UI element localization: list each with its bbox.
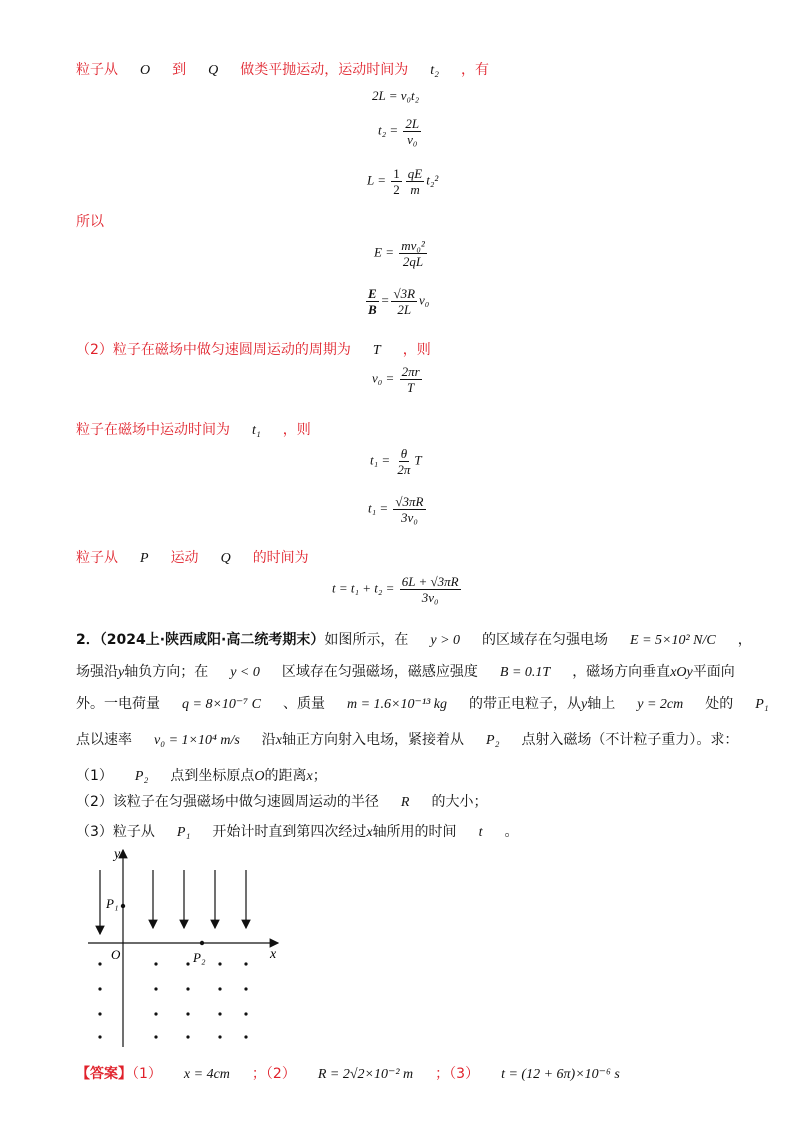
answer-2: R = 2√2×10⁻² m bbox=[317, 1067, 414, 1082]
solution-line-2: 所以 bbox=[76, 214, 104, 230]
equation-4: E = $\frac{\text{mv₀²}}{2qL}$ bbox=[374, 238, 425, 269]
question-1: （1） P₂ 点到坐标原点O的距离x； bbox=[76, 768, 327, 784]
field-diagram bbox=[80, 842, 290, 1052]
equation-6: v₀ = $\frac{2\pi r}{T}$ bbox=[372, 364, 420, 395]
equation-7: t₁ = $\frac{\theta}{2\pi}$ T bbox=[370, 446, 422, 477]
answer-tag: 【答案】 bbox=[76, 1066, 132, 1082]
equation-8: t₁ = $\frac{√3\pi R}{\text{3v₀}}$ bbox=[368, 494, 424, 525]
magnetic-field-dots bbox=[98, 962, 247, 1038]
problem-line-2: 场强沿y轴负方向；在 y < 0 区域存在匀强磁场，磁感应强度 B = 0.1T ，磁场方向垂直xOy平面向 bbox=[76, 664, 735, 680]
x-axis-label: x bbox=[270, 947, 277, 962]
solution-line-3: （2）粒子在磁场中做匀速圆周运动的周期为 T ，则 bbox=[76, 342, 431, 358]
answer-3: t = (12 + 6π)×10⁻⁶ s bbox=[501, 1067, 620, 1082]
point-p1 bbox=[121, 904, 125, 908]
point-p2-label: P₂ bbox=[193, 950, 206, 965]
equation-9: t = t₁ + t₂ = $\frac{6L + √3\pi R}{\text{3v₀}}$ bbox=[332, 574, 459, 605]
answer-line: 【答案】（1） x = 4cm ；（2） R = 2√2×10⁻² m ；（3） t = (12 + 6π)×10⁻⁶ s bbox=[76, 1066, 620, 1082]
problem-line-3: 外。一电荷量 q = 8×10⁻⁷ C 、质量 m = 1.6×10⁻¹³ kg 的带正电粒子，从y轴上 y = 2cm 处的 P₁ bbox=[76, 696, 769, 712]
problem-line-4: 点以速率 v₀ = 1×10⁴ m/s 沿x轴正方向射入电场，紧接着从 P₂ 点射入磁场（不计粒子重力）。求： bbox=[76, 732, 739, 748]
point-p2 bbox=[200, 941, 204, 945]
solution-line-5: 粒子从 P 运动 Q 的时间为 bbox=[76, 550, 309, 566]
equation-2: t₂ = $\frac{2L}{\text{v₀}}$ bbox=[378, 116, 420, 147]
y-axis-label: y bbox=[114, 847, 121, 862]
origin-label: O bbox=[111, 947, 121, 962]
equation-5: $\frac{E}{B}$ = $\frac{√3R}{2L}$ v₀ bbox=[368, 286, 430, 317]
question-2: （2）该粒子在匀强磁场中做匀速圆周运动的半径 R 的大小； bbox=[76, 794, 488, 810]
solution-line-4: 粒子在磁场中运动时间为 t₁ ，则 bbox=[76, 422, 311, 438]
equation-1: 2L = v₀t₂ bbox=[372, 88, 420, 103]
problem-number: 2． bbox=[76, 632, 100, 648]
solution-line-1: 粒子从 O 到 Q 做类平抛运动，运动时间为 t₂ ，有 bbox=[76, 62, 490, 78]
equation-3: L = $\frac{1}{2}$ $\frac{qE}{m}$ t₂² bbox=[367, 166, 439, 197]
problem-line-1: 2．（2024上·陕西咸阳·高二统考期末）如图所示，在 y > 0 的区域存在匀强电场 E = 5×10² N/C ， bbox=[76, 632, 752, 648]
question-3: （3）粒子从 P₁ 开始计时直到第四次经过x轴所用的时间 t 。 bbox=[76, 824, 519, 840]
problem-source: （2024上·陕西咸阳·高二统考期末） bbox=[99, 632, 325, 648]
answer-1: x = 4cm bbox=[183, 1067, 230, 1082]
point-p1-label: P₁ bbox=[106, 896, 119, 911]
